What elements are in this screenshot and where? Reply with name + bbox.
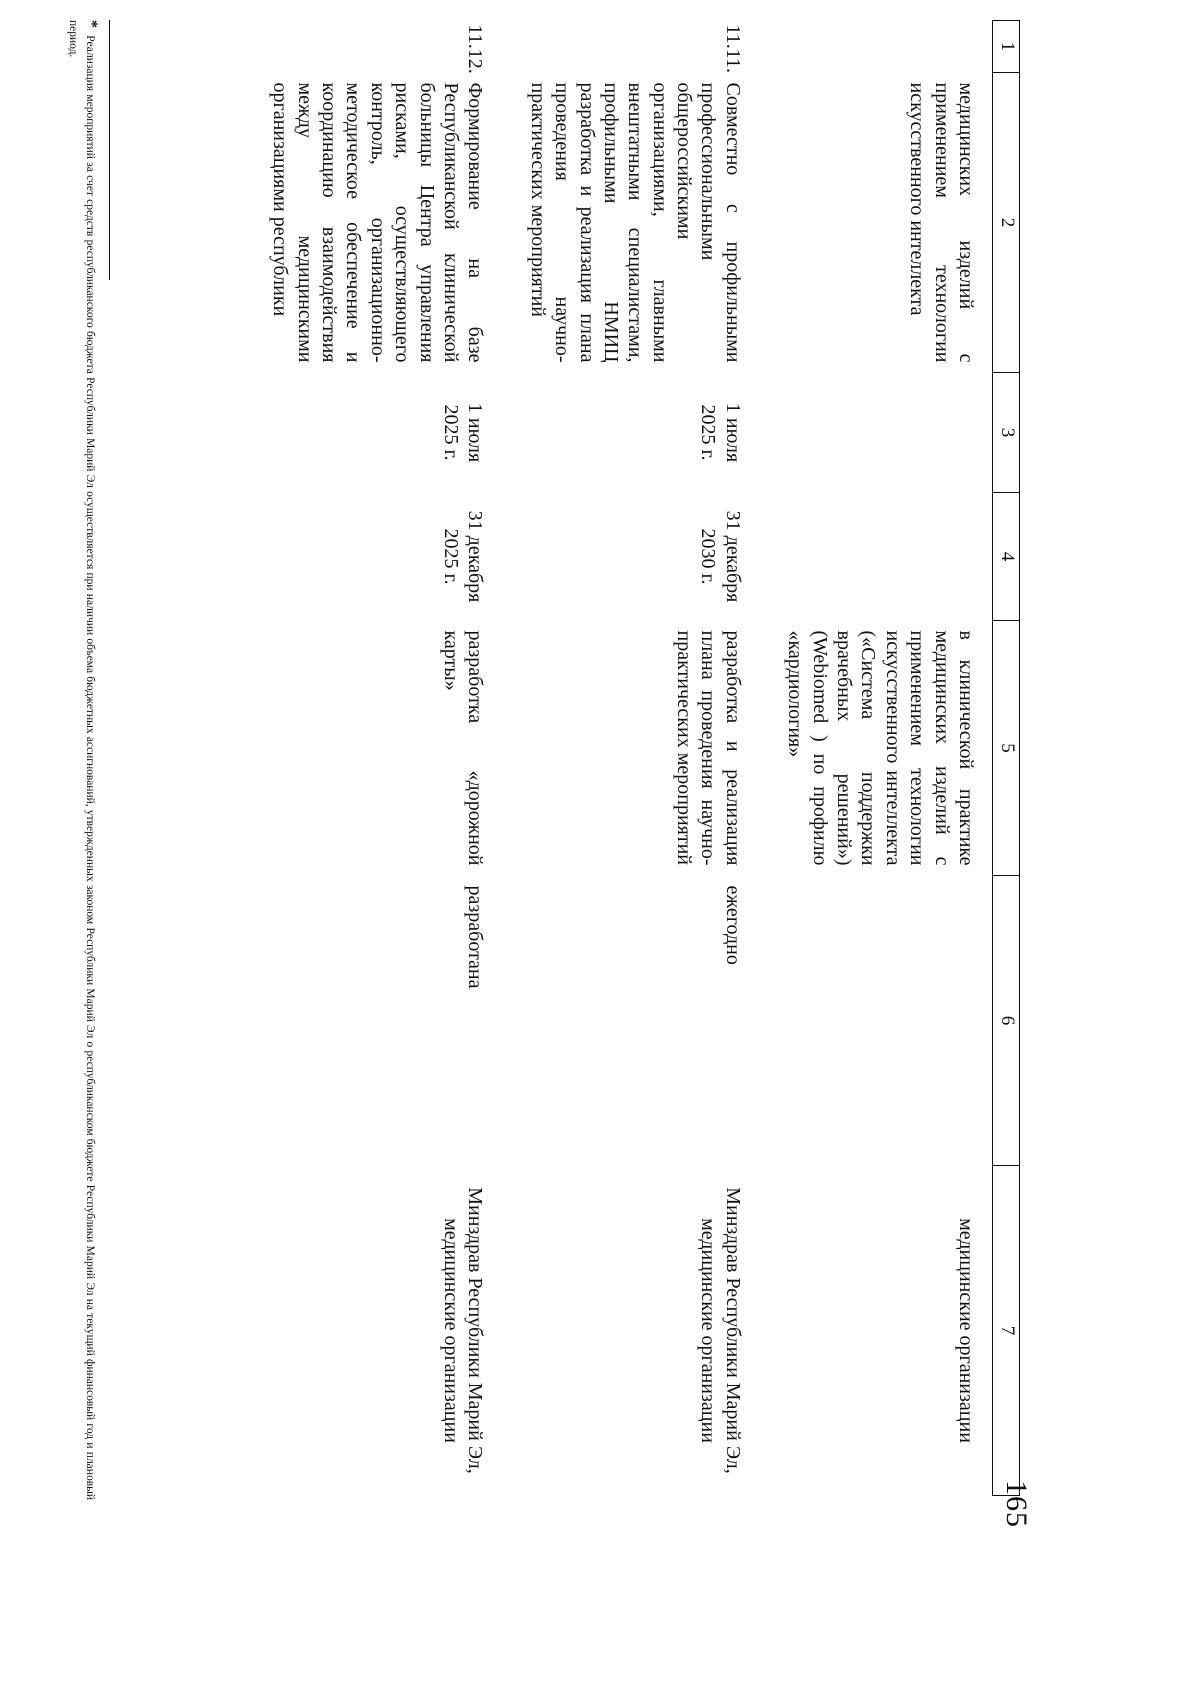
status-cell: ежегодно: [721, 885, 744, 965]
executor-cell: Минздрав Республики Марий Эл, медицинские организации: [697, 1187, 744, 1474]
column-number: 6: [993, 876, 1020, 1166]
result-cell: разработка и реализация плана проведения научно-практических мероприятий: [673, 630, 744, 866]
measure-cell: медицинских изделий с применением технологии искусственного интеллекта: [906, 82, 977, 363]
measure-cell: Совместно с профильными профессиональными общероссийскими организациями, главными внештатными специалистами, профильными НМИЦ разработка и реализация плана проведения научно-практических мероприятий: [526, 82, 744, 363]
table-row: [246, 21, 504, 1496]
footnote-divider: [109, 20, 110, 280]
status-cell: [761, 876, 993, 1166]
row-number: 11.11.: [721, 24, 744, 74]
column-number: 2: [993, 73, 1020, 373]
end-date-cell: [761, 493, 993, 621]
rotated-page: [25, 10, 1065, 1630]
table-row: [503, 21, 761, 1496]
row-number: [761, 21, 993, 73]
end-date-cell: 31 декабря 2030 г.: [697, 510, 744, 603]
page-number: 165: [1000, 1480, 1033, 1528]
footnote-mark: *: [83, 20, 100, 28]
measure-cell: Формирование на базе Республиканской клинической больницы Центра управления рисками, осуществляющего контроль, организационно-методическое обеспечение и координацию взаимодействия между медицинскими организациями республики: [269, 82, 487, 363]
table-row: [761, 21, 993, 1496]
start-date-cell: 1 июля 2025 г.: [439, 402, 487, 463]
column-number: 1: [993, 21, 1020, 73]
column-number: 4: [993, 493, 1020, 621]
measures-table: [246, 20, 1020, 1496]
result-cell: разработка «дорожной карты»: [439, 630, 487, 866]
column-number: 7: [993, 1166, 1020, 1496]
executor-cell: Минздрав Республики Марий Эл, медицинские организации: [439, 1187, 487, 1474]
status-cell: разработана: [464, 885, 487, 989]
column-number: 3: [993, 373, 1020, 493]
column-number-row: [993, 21, 1020, 1496]
start-date-cell: [761, 373, 993, 493]
end-date-cell: 31 декабря 2025 г.: [439, 510, 487, 603]
row-number: 11.12.: [464, 24, 487, 74]
footnote-text: Реализация мероприятий за счет средств республиканского бюджета Республики Марий Эл осуществляется при наличии объема бюджетных ассигнований, утвержденных законом Республики Марий Эл о республиканском бюджете Республики Марий Эл на текущий финансовый год и плановый период.: [67, 20, 96, 1501]
start-date-cell: 1 июля 2025 г.: [697, 402, 744, 463]
footnote: [65, 20, 102, 1500]
executor-cell: медицинские организации: [955, 1218, 977, 1443]
column-number: 5: [993, 621, 1020, 876]
result-cell: в клинической практике медицинских изделий с применением технологии искусственного интеллекта («Система поддержки врачебных решений») (Webiomed ) по профилю «кардиология»: [784, 630, 977, 866]
